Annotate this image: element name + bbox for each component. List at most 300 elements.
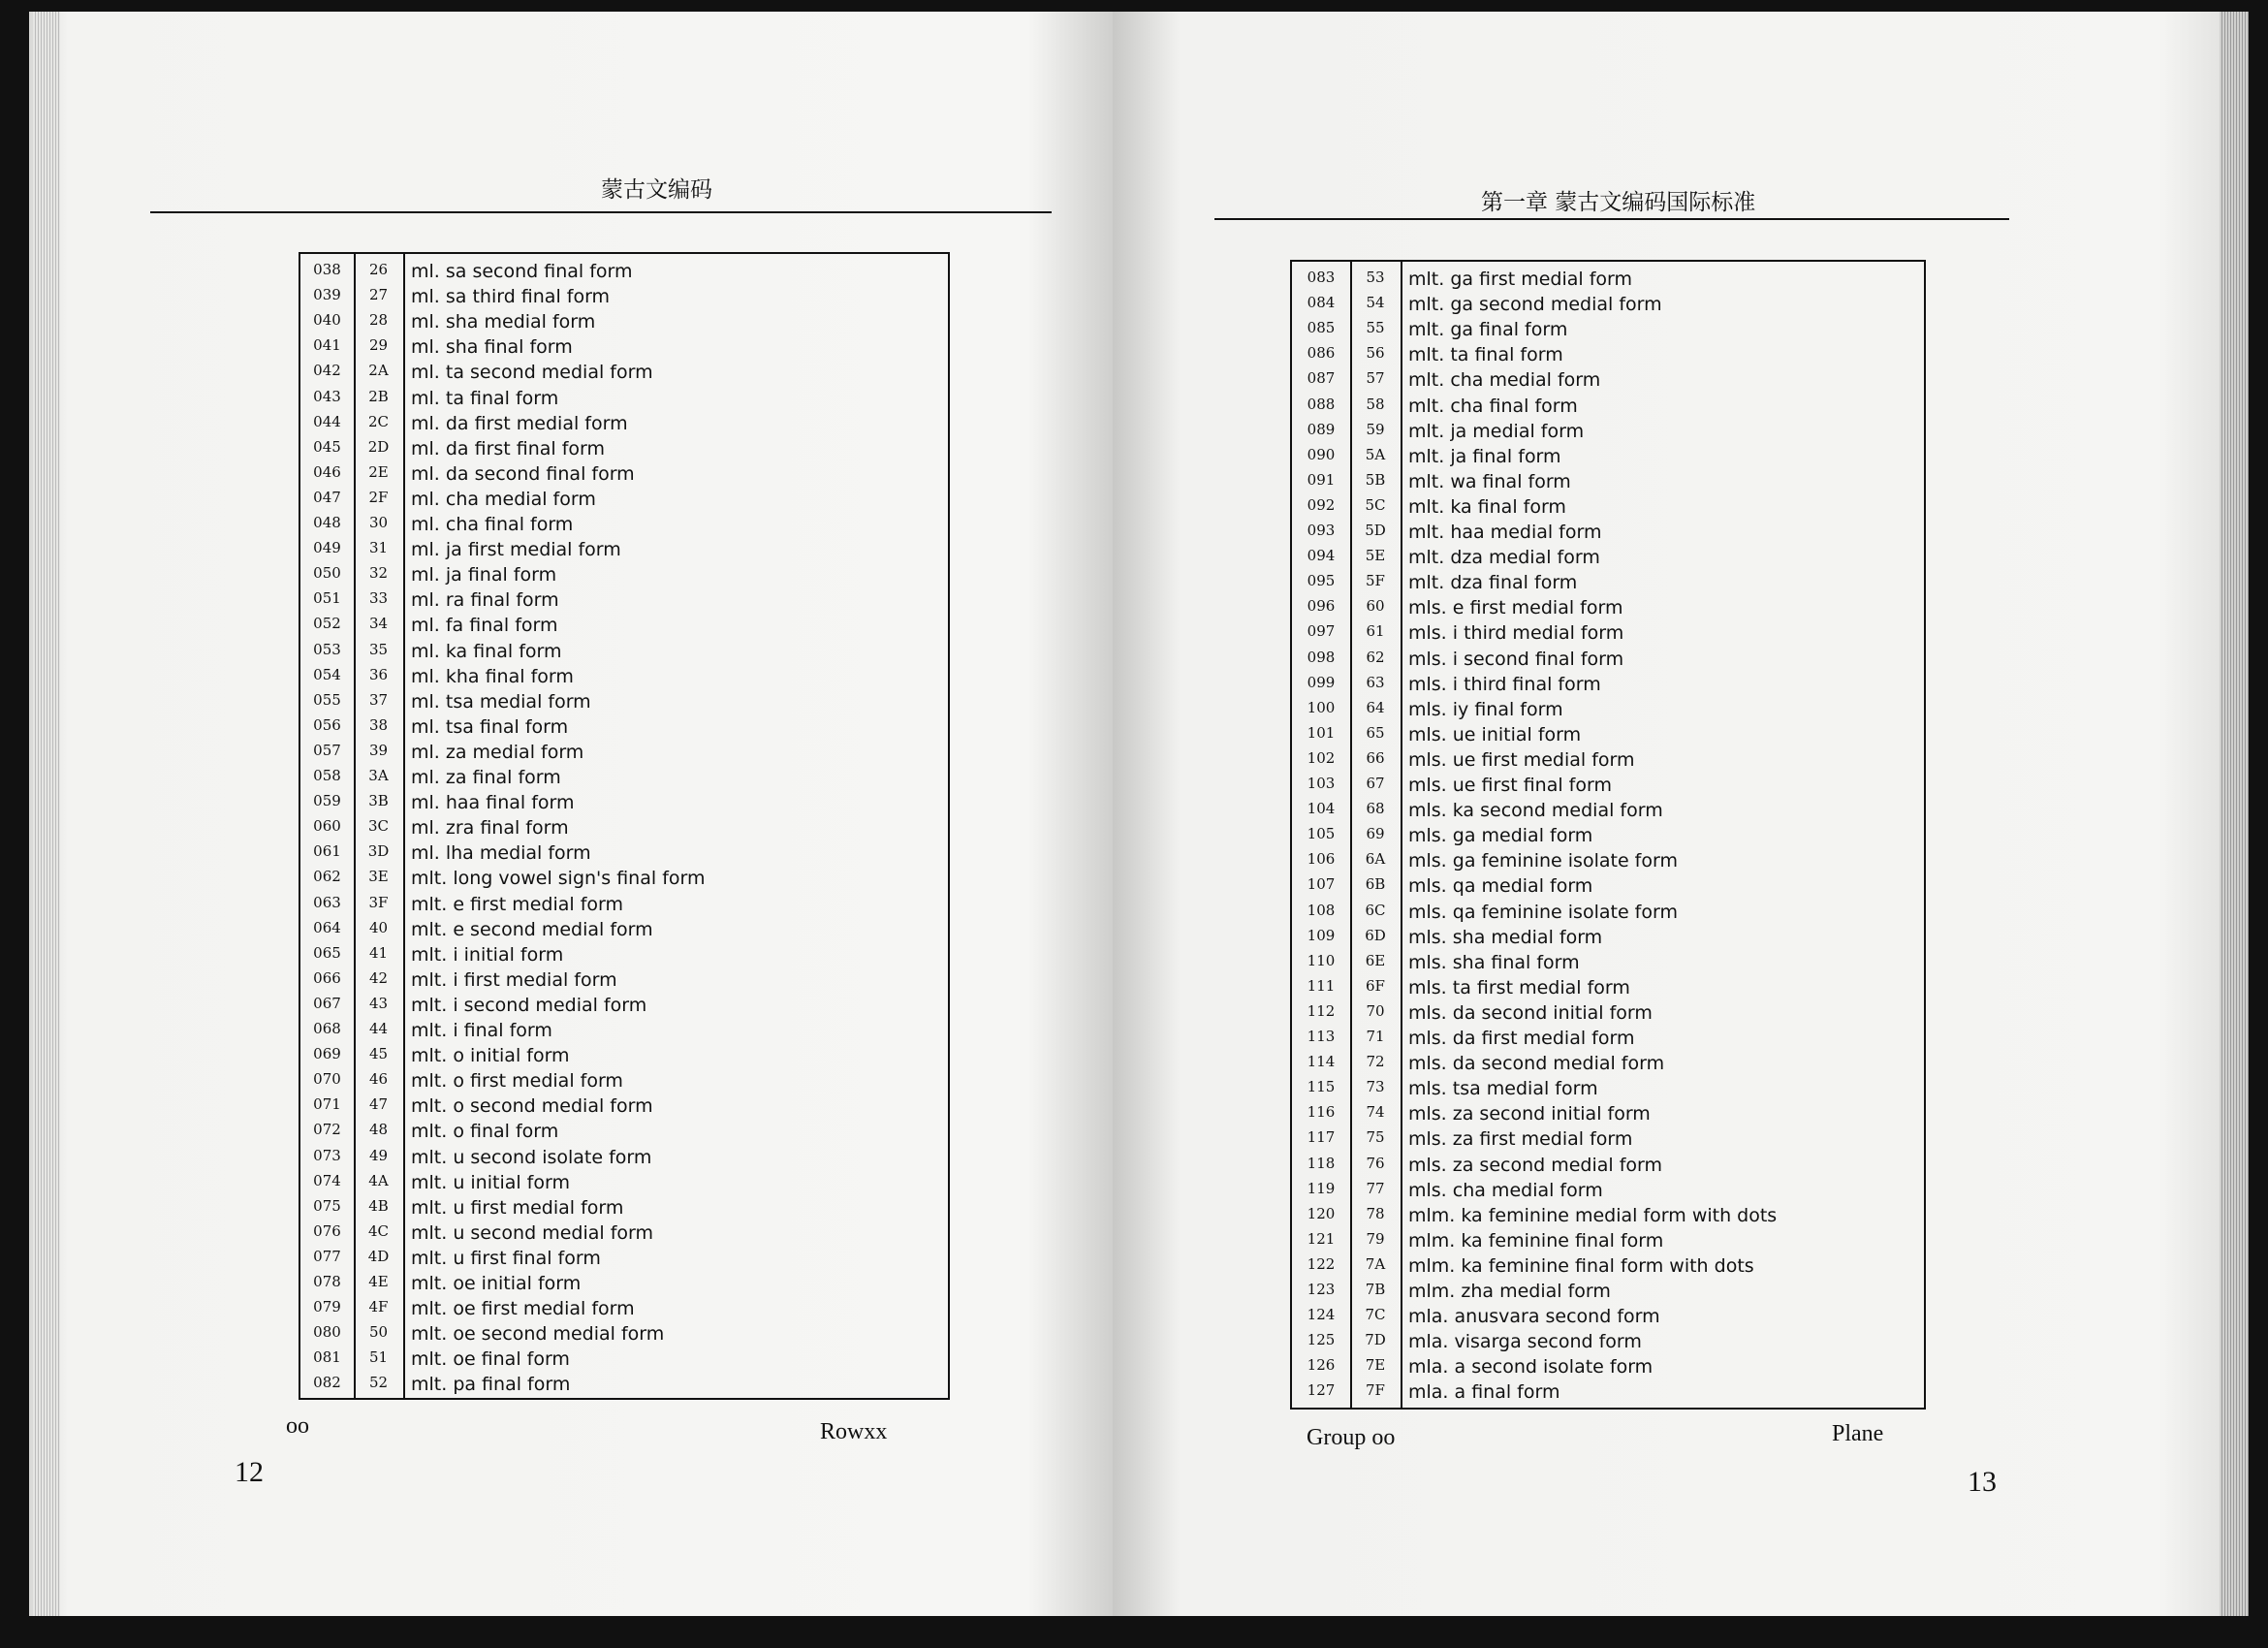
decimal-code: 088: [1307, 395, 1336, 413]
hex-code: 48: [368, 1121, 389, 1139]
decimal-code: 110: [1307, 951, 1336, 969]
hex-code: 61: [1366, 622, 1385, 641]
form-name: mls. ue first medial form: [1408, 748, 1635, 771]
hex-code: 37: [368, 690, 389, 709]
decimal-code: 096: [1307, 597, 1336, 616]
table-row: [300, 283, 948, 308]
form-name: mlt. i first medial form: [411, 968, 617, 991]
table-row: [1292, 418, 1924, 443]
hex-code: 47: [368, 1095, 389, 1114]
hex-code: 6E: [1365, 951, 1386, 969]
form-name: mls. da second medial form: [1408, 1053, 1665, 1075]
table-row: [1292, 366, 1924, 392]
hex-code: 59: [1366, 420, 1385, 438]
form-name: mls. da second initial form: [1408, 1001, 1653, 1024]
hex-code: 51: [368, 1348, 389, 1367]
hex-code: 73: [1366, 1078, 1385, 1096]
hex-code: 49: [368, 1146, 389, 1164]
hex-code: 63: [1366, 673, 1385, 691]
hex-code: 5E: [1365, 547, 1386, 565]
decimal-code: 050: [313, 564, 341, 583]
hex-code: 3E: [368, 868, 389, 886]
decimal-code: 056: [313, 715, 341, 734]
decimal-code: 065: [313, 943, 341, 962]
form-name: mlt. oe first medial form: [411, 1298, 635, 1320]
table-row: [300, 840, 948, 865]
table-row: [1292, 544, 1924, 569]
form-name: mla. anusvara second form: [1408, 1306, 1660, 1328]
form-name: ml. zra final form: [411, 817, 569, 840]
hex-code: 7F: [1366, 1381, 1385, 1400]
decimal-code: 118: [1307, 1154, 1336, 1172]
hex-code: 46: [368, 1070, 389, 1089]
form-name: mlt. oe final form: [411, 1348, 570, 1371]
hex-code: 7B: [1365, 1281, 1386, 1298]
form-name: mls. da first medial form: [1408, 1028, 1635, 1049]
decimal-code: 040: [313, 311, 341, 330]
right-page: [1113, 12, 2249, 1616]
form-name: ml. cha medial form: [411, 488, 596, 510]
decimal-code: 072: [313, 1121, 341, 1139]
form-name: mls. i third medial form: [1408, 622, 1624, 645]
decimal-code: 098: [1307, 648, 1336, 666]
decimal-code: 039: [313, 286, 341, 304]
form-name: mlt. u initial form: [411, 1171, 570, 1193]
form-name: mls. i second final form: [1408, 648, 1624, 670]
decimal-code: 079: [313, 1298, 341, 1316]
decimal-code: 045: [313, 437, 341, 456]
form-name: mlt. ja medial form: [1408, 420, 1585, 442]
hex-code: 56: [1366, 344, 1385, 363]
decimal-code: 055: [313, 690, 341, 709]
hex-code: 79: [1366, 1229, 1385, 1248]
table-row: [300, 713, 948, 739]
form-name: mls. za second initial form: [1408, 1103, 1651, 1125]
table-row: [1292, 772, 1924, 797]
table-row: [1292, 1100, 1924, 1125]
form-name: mlt. dza final form: [1408, 572, 1578, 594]
form-name: mls. e first medial form: [1408, 597, 1623, 619]
table-row: [300, 1194, 948, 1220]
decimal-code: 105: [1307, 825, 1336, 843]
table-row: [300, 1017, 948, 1042]
table-row: [300, 1118, 948, 1143]
hex-code: 6B: [1365, 875, 1386, 894]
decimal-code: 080: [313, 1323, 341, 1342]
decimal-code: 107: [1307, 875, 1336, 894]
table-row: [1292, 721, 1924, 746]
hex-code: 3C: [367, 817, 390, 836]
hex-code: 43: [368, 994, 389, 1012]
table-row: [300, 435, 948, 460]
form-name: ml. sa second final form: [411, 261, 633, 282]
hex-code: 69: [1366, 825, 1385, 843]
table-row: [300, 764, 948, 789]
hex-code: 74: [1366, 1103, 1385, 1122]
decimal-code: 066: [313, 968, 341, 987]
table-row: [1292, 1125, 1924, 1151]
table-row: [1292, 468, 1924, 493]
decimal-code: 038: [313, 261, 341, 278]
table-row: [300, 941, 948, 967]
decimal-code: 054: [313, 665, 341, 683]
hex-code: 2C: [367, 412, 390, 430]
decimal-code: 082: [313, 1374, 341, 1392]
form-name: mls. qa medial form: [1408, 875, 1593, 898]
hex-code: 4F: [368, 1298, 389, 1316]
hex-code: 2A: [368, 362, 389, 380]
hex-code: 29: [368, 336, 389, 355]
table-row: [1292, 266, 1924, 291]
form-name: mlt. pa final form: [411, 1374, 571, 1396]
form-name: mls. tsa medial form: [1408, 1078, 1598, 1100]
table-row: [300, 486, 948, 511]
form-name: ml. da first final form: [411, 437, 606, 460]
table-row: [300, 536, 948, 561]
code-table: [1290, 260, 1926, 1410]
table-row: [300, 814, 948, 840]
table-row: [300, 688, 948, 713]
table-row: [300, 460, 948, 486]
form-name: mlt. o initial form: [411, 1045, 570, 1067]
hex-code: 7C: [1365, 1306, 1386, 1324]
table-row: [1292, 316, 1924, 341]
form-name: mlt. cha final form: [1408, 395, 1578, 417]
form-name: ml. ja first medial form: [411, 539, 621, 561]
decimal-code: 125: [1307, 1331, 1336, 1349]
form-name: mlt. o second medial form: [411, 1095, 653, 1118]
hex-code: 5D: [1365, 522, 1386, 539]
form-name: ml. za final form: [411, 767, 561, 788]
footer-right: Rowxx: [820, 1419, 888, 1444]
table-row: [1292, 746, 1924, 772]
hex-code: 66: [1366, 748, 1385, 767]
decimal-code: 103: [1307, 775, 1336, 792]
decimal-code: 047: [313, 488, 341, 506]
table-row: [300, 333, 948, 359]
table-row: [1292, 1328, 1924, 1353]
form-name: mlt. ga first medial form: [1408, 269, 1633, 290]
decimal-code: 067: [313, 994, 341, 1012]
decimal-code: 106: [1307, 850, 1336, 869]
form-name: mlt. u second isolate form: [411, 1146, 652, 1168]
hex-code: 75: [1366, 1128, 1385, 1147]
hex-code: 27: [368, 286, 389, 304]
form-name: mls. za first medial form: [1408, 1128, 1633, 1151]
form-name: ml. ra final form: [411, 589, 559, 612]
hex-code: 42: [368, 968, 389, 987]
hex-code: 77: [1366, 1179, 1385, 1197]
form-name: mlt. i second medial form: [411, 994, 647, 1016]
decimal-code: 069: [313, 1045, 341, 1063]
table-row: [1292, 1379, 1924, 1404]
code-table: [299, 252, 950, 1400]
footer-left: Group oo: [1307, 1425, 1396, 1450]
table-row: [1292, 646, 1924, 671]
form-name: mlt. haa medial form: [1408, 522, 1602, 543]
decimal-code: 059: [313, 792, 341, 810]
decimal-code: 097: [1307, 622, 1336, 641]
decimal-code: 087: [1307, 369, 1336, 388]
table-row: [1292, 1025, 1924, 1050]
form-name: mlt. ta final form: [1408, 344, 1563, 366]
decimal-code: 083: [1307, 269, 1336, 286]
hex-code: 2E: [368, 462, 389, 481]
table-row: [300, 359, 948, 384]
hex-code: 6F: [1366, 976, 1385, 995]
hex-code: 67: [1366, 775, 1385, 792]
header-rule: [1214, 218, 2009, 220]
hex-code: 68: [1366, 800, 1385, 818]
form-name: mlt. ga second medial form: [1408, 294, 1662, 316]
form-name: ml. ka final form: [411, 640, 562, 662]
decimal-code: 091: [1307, 470, 1336, 489]
form-name: mlt. o final form: [411, 1121, 559, 1143]
form-name: mla. a final form: [1408, 1381, 1560, 1404]
hex-code: 33: [368, 589, 389, 608]
form-name: mls. ga medial form: [1408, 825, 1593, 847]
form-name: mlt. wa final form: [1408, 470, 1571, 492]
decimal-code: 121: [1307, 1229, 1336, 1248]
form-name: ml. da second final form: [411, 462, 635, 485]
form-name: mls. ue first final form: [1408, 775, 1612, 796]
hex-code: 7D: [1365, 1331, 1386, 1349]
form-name: mls. za second medial form: [1408, 1154, 1663, 1176]
table-row: [1292, 696, 1924, 721]
form-name: mlt. u first final form: [411, 1247, 601, 1269]
table-row: [1292, 822, 1924, 847]
hex-code: 39: [368, 741, 389, 759]
footer-right: Plane: [1832, 1421, 1884, 1446]
table-row: [1292, 949, 1924, 974]
hex-code: 4A: [368, 1171, 389, 1189]
hex-code: 32: [368, 564, 389, 583]
table-row: [1292, 1303, 1924, 1328]
decimal-code: 104: [1307, 800, 1336, 818]
table-row: [1292, 1177, 1924, 1202]
hex-code: 26: [368, 261, 389, 278]
form-name: mls. qa feminine isolate form: [1408, 901, 1678, 923]
decimal-code: 111: [1307, 976, 1336, 995]
table-row: [1292, 671, 1924, 696]
decimal-code: 041: [313, 336, 341, 355]
hex-code: 40: [368, 918, 389, 936]
form-name: mlm. ka feminine final form with dots: [1408, 1254, 1754, 1277]
hex-code: 3B: [368, 792, 389, 810]
form-name: mlm. ka feminine final form: [1408, 1229, 1664, 1252]
hex-code: 3D: [367, 842, 390, 861]
decimal-code: 043: [313, 387, 341, 405]
decimal-code: 116: [1307, 1103, 1336, 1122]
decimal-code: 099: [1307, 673, 1336, 691]
hex-code: 4D: [367, 1247, 390, 1265]
table-row: [1292, 291, 1924, 316]
form-name: mlt. u first medial form: [411, 1196, 624, 1219]
decimal-code: 081: [313, 1348, 341, 1367]
table-row: [300, 1295, 948, 1320]
decimal-code: 060: [313, 817, 341, 836]
table-row: [300, 586, 948, 612]
table-row: [1292, 999, 1924, 1025]
decimal-code: 044: [313, 412, 341, 430]
hex-code: 5B: [1365, 470, 1386, 489]
decimal-code: 058: [313, 767, 341, 784]
hex-code: 54: [1366, 294, 1385, 312]
form-name: mls. ka second medial form: [1408, 800, 1663, 822]
table-row: [1292, 619, 1924, 645]
table-row: [1292, 341, 1924, 366]
table-row: [300, 308, 948, 333]
form-name: mlt. ja final form: [1408, 445, 1561, 467]
hex-code: 76: [1366, 1154, 1385, 1172]
hex-code: 78: [1366, 1204, 1385, 1222]
decimal-code: 127: [1307, 1381, 1336, 1400]
hex-code: 31: [368, 539, 389, 557]
decimal-code: 053: [313, 640, 341, 658]
hex-code: 30: [368, 514, 389, 531]
decimal-code: 061: [313, 842, 341, 861]
decimal-code: 075: [313, 1196, 341, 1215]
form-name: mls. cha medial form: [1408, 1179, 1603, 1201]
form-name: ml. fa final form: [411, 615, 558, 637]
table-row: [300, 789, 948, 814]
hex-code: 53: [1366, 269, 1385, 286]
form-name: mls. ta first medial form: [1408, 976, 1630, 998]
hex-code: 34: [368, 615, 389, 633]
hex-code: 72: [1366, 1053, 1385, 1071]
form-name: mls. sha final form: [1408, 951, 1580, 973]
hex-code: 4C: [367, 1221, 390, 1240]
table-row: [300, 511, 948, 536]
form-name: mlt. long vowel sign's final form: [411, 868, 706, 890]
form-name: mlt. oe initial form: [411, 1273, 582, 1294]
hex-code: 41: [368, 943, 389, 962]
form-name: mlt. dza medial form: [1408, 547, 1600, 569]
decimal-code: 101: [1307, 723, 1336, 742]
form-name: ml. tsa final form: [411, 715, 569, 738]
form-name: ml. kha final form: [411, 665, 574, 687]
table-row: [300, 739, 948, 764]
form-name: ml. ta second medial form: [411, 362, 653, 384]
header-rule: [150, 211, 1052, 213]
table-row: [300, 1067, 948, 1093]
form-name: ml. sa third final form: [411, 286, 611, 308]
form-name: mlt. e second medial form: [411, 918, 653, 940]
form-name: ml. ja final form: [411, 564, 557, 586]
hex-code: 45: [368, 1045, 389, 1063]
decimal-code: 123: [1307, 1281, 1336, 1298]
hex-code: 35: [368, 640, 389, 658]
table-row: [1292, 847, 1924, 872]
table-row: [1292, 569, 1924, 594]
decimal-code: 085: [1307, 319, 1336, 337]
page-number: 12: [235, 1456, 264, 1488]
table-row: [300, 967, 948, 992]
table-row: [300, 1169, 948, 1194]
decimal-code: 077: [313, 1247, 341, 1265]
table-row: [300, 638, 948, 663]
table-row: [1292, 1227, 1924, 1252]
form-name: mls. i third final form: [1408, 673, 1601, 695]
decimal-code: 090: [1307, 445, 1336, 463]
hex-code: 55: [1366, 319, 1385, 337]
hex-code: 5F: [1366, 572, 1385, 590]
form-name: mlt. e first medial form: [411, 893, 624, 915]
decimal-code: 120: [1307, 1204, 1336, 1222]
form-name: mlt. ka final form: [1408, 495, 1566, 518]
hex-code: 64: [1366, 698, 1385, 716]
hex-code: 62: [1366, 648, 1385, 666]
table-row: [300, 1320, 948, 1346]
table-row: [300, 1371, 948, 1396]
decimal-code: 112: [1307, 1001, 1336, 1020]
table-row: [1292, 1278, 1924, 1303]
table-row: [1292, 1075, 1924, 1100]
hex-code: 5C: [1365, 495, 1386, 514]
decimal-code: 089: [1307, 420, 1336, 438]
table-row: [1292, 393, 1924, 418]
table-row: [300, 916, 948, 941]
table-row: [300, 1220, 948, 1245]
decimal-code: 126: [1307, 1356, 1336, 1375]
hex-code: 3F: [368, 893, 389, 911]
table-row: [300, 385, 948, 410]
book-spread: [29, 12, 2249, 1616]
hex-code: 50: [368, 1323, 389, 1342]
decimal-code: 114: [1307, 1053, 1336, 1071]
running-head: 蒙古文编码: [601, 177, 712, 203]
hex-code: 7A: [1365, 1254, 1386, 1273]
decimal-code: 100: [1307, 698, 1336, 716]
form-name: ml. tsa medial form: [411, 690, 591, 713]
decimal-code: 057: [313, 741, 341, 759]
hex-code: 38: [368, 715, 389, 734]
hex-code: 36: [368, 665, 389, 683]
hex-code: 5A: [1365, 445, 1386, 463]
form-name: mlt. ga final form: [1408, 319, 1568, 341]
form-name: mls. sha medial form: [1408, 926, 1603, 948]
hex-code: 71: [1366, 1028, 1385, 1045]
table-row: [300, 1346, 948, 1371]
hex-code: 44: [368, 1020, 389, 1037]
decimal-code: 078: [313, 1273, 341, 1290]
table-row: [1292, 797, 1924, 822]
table-row: [1292, 519, 1924, 544]
hex-code: 4E: [368, 1273, 389, 1290]
form-name: ml. sha medial form: [411, 311, 596, 333]
hex-code: 70: [1366, 1001, 1385, 1020]
decimal-code: 093: [1307, 522, 1336, 539]
hex-code: 28: [368, 311, 389, 330]
hex-code: 2F: [368, 488, 389, 506]
hex-code: 3A: [368, 767, 389, 784]
hex-code: 6A: [1365, 850, 1386, 869]
decimal-code: 115: [1307, 1078, 1336, 1096]
page-edges: [33, 12, 60, 1616]
table-row: [300, 1270, 948, 1295]
table-row: [1292, 1353, 1924, 1379]
decimal-code: 048: [313, 514, 341, 531]
form-name: mlm. ka feminine medial form with dots: [1408, 1204, 1778, 1226]
decimal-code: 064: [313, 918, 341, 936]
decimal-code: 063: [313, 893, 341, 911]
decimal-code: 124: [1307, 1306, 1336, 1324]
decimal-code: 108: [1307, 901, 1336, 919]
form-name: mlt. cha medial form: [1408, 369, 1601, 392]
form-name: mla. visarga second form: [1408, 1331, 1642, 1353]
decimal-code: 119: [1307, 1179, 1336, 1197]
table-row: [1292, 594, 1924, 619]
